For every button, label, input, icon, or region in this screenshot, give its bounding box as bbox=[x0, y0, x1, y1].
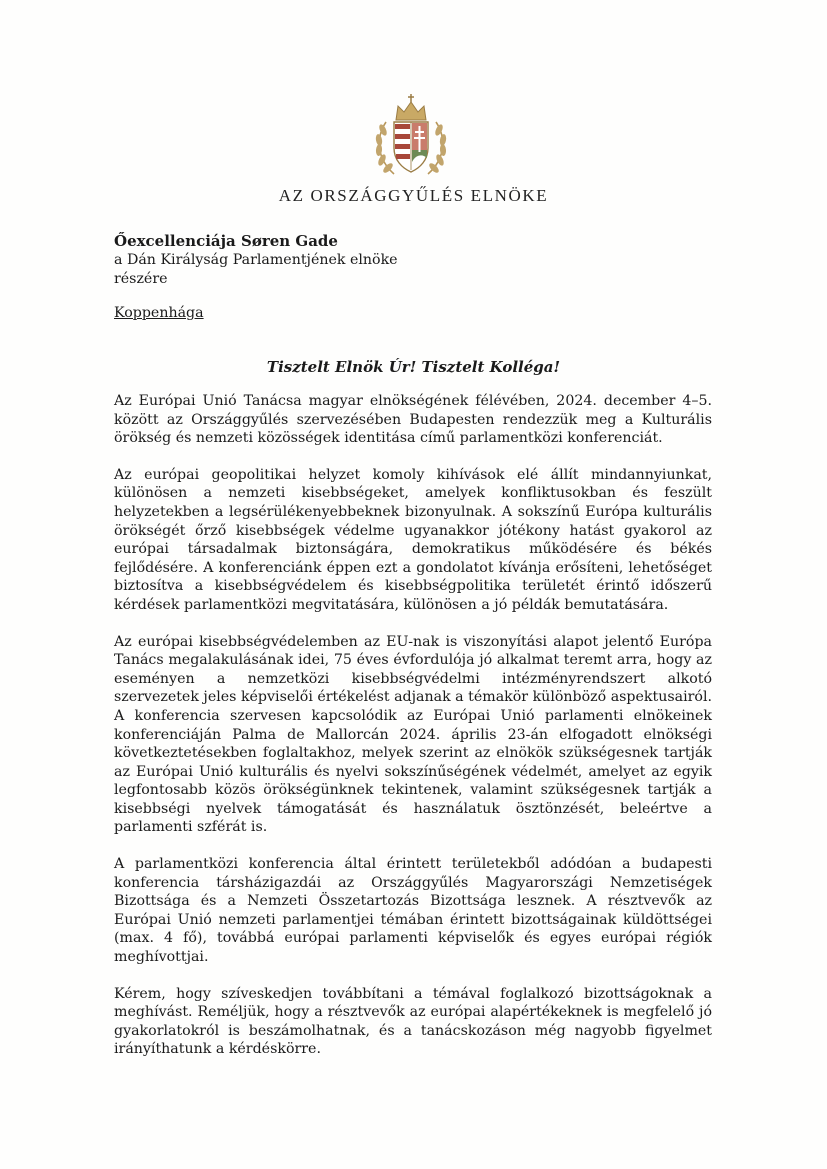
paragraph: A parlamentközi konferencia által érintett területekből adódóan a budapesti konferencia társházigazdái az Országgyűlés Magyarországi Nemzetiségek Bizottsága és a Nemzeti Összetartozás Bizottsága lesznek. A résztvevők az Európai Unió nemzeti parlamentjei témában érintett bizottságainak küldöttségei (max. 4 fő), továbbá európai parlamenti képviselők és egyes európai régiók meghívottjai. bbox=[114, 856, 712, 966]
paragraph: Az európai kisebbségvédelemben az EU-nak is viszonyítási alapot jelentő Európa Tanács megalakulásának idei, 75 éves évfordulója jó alkalmat teremt arra, hogy az eseményen a nemzetközi kisebbségvédelmi intézményrendszert alkotó szervezetek jeles képviselői értékelést adjanak a témakör különböző aspektusairól. A konferencia szervesen kapcsolódik az Európai Unió parlamenti elnökeinek konferenciáján Palma de Mallorcán 2024. április 23-án elfogadott elnökségi következtetésekben foglaltakhoz, melyek szerint az elnökök szükségesnek tartják az Európai Unió kulturális és nyelvi sokszínűségének védelmét, amelyet az egyik legfontosabb közös örökségünknek tekintenek, valamint szükségesnek tartják a kisebbségi nyelvek támogatását és használatuk ösztönzését, beleértve a parlamenti szférát is. bbox=[114, 633, 712, 836]
office-title: AZ ORSZÁGGYŰLÉS ELNÖKE bbox=[278, 186, 549, 205]
letter-body bbox=[114, 392, 712, 1077]
recipient-block bbox=[114, 232, 398, 289]
paragraph: Az európai geopolitikai helyzet komoly kihívások elé állít mindannyiunkat, különösen a nemzeti kisebbségeket, amelyek konfliktusokban és feszült helyzetekben a legsérülékenyebbeknek bizonyulnak. A sokszínű Európa kulturális örökségét őrző kisebbségek védelme ugyanakkor jótékony hatást gyakorol az európai társadalmak biztonságára, demokratikus működésére és békés fejlődésére. A konferenciánk éppen ezt a gondolatot kívánja erősíteni, lehetőséget biztosítva a kisebbségvédelem és kisebbségpolitika területét érintő időszerű kérdések parlamentközi megvitatására, különösen a jó példák bemutatására. bbox=[114, 466, 712, 613]
hungarian-coat-of-arms-icon bbox=[368, 92, 454, 184]
recipient-title: a Dán Királyság Parlamentjének elnöke bbox=[114, 252, 398, 268]
paragraph: Az Európai Unió Tanácsa magyar elnökségének félévében, 2024. december 4–5. között az Országgyűlés szervezésében Budapesten rendezzük meg a Kulturális örökség és nemzeti közösségek identitása című parlamentközi konferenciát. bbox=[114, 393, 712, 447]
recipient-city: Koppenhága bbox=[114, 305, 204, 321]
recipient-suffix: részére bbox=[114, 271, 168, 287]
paragraph: Kérem, hogy szíveskedjen továbbítani a témával foglalkozó bizottságoknak a meghívást. Reméljük, hogy a résztvevők az európai alapértékeknek is megfelelő jó gyakorlatokról is beszámolhatnak, és a tanácskozáson még nagyobb figyelmet irányíthatunk a kérdéskörre. bbox=[114, 985, 712, 1058]
recipient-name: Őexcellenciája Søren Gade bbox=[114, 232, 338, 250]
salutation: Tisztelt Elnök Úr! Tisztelt Kolléga! bbox=[266, 358, 561, 376]
